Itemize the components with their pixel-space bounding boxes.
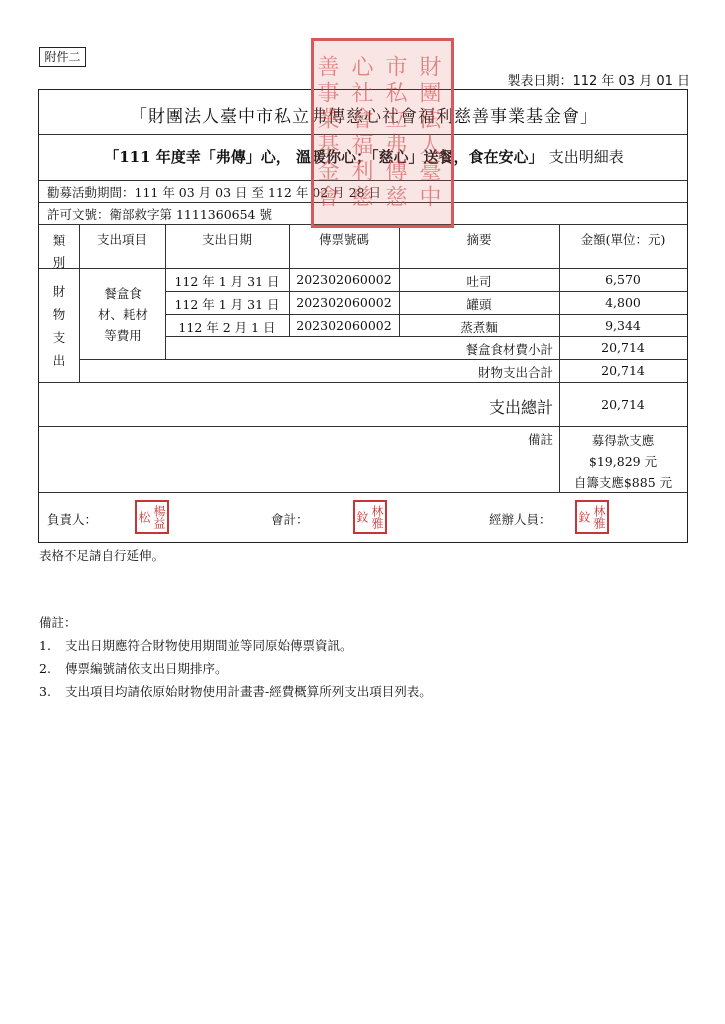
row-voucher: 202302060002 <box>296 272 392 287</box>
grand-total-amount: 20,714 <box>601 397 645 412</box>
row-summary: 罐頭 <box>466 297 492 312</box>
remarks-line-1: 募得款支應 <box>591 433 655 448</box>
row-date: 112 年 1 月 31 日 <box>174 297 280 312</box>
row-amount: 6,570 <box>605 272 641 287</box>
notes-title: 備註： <box>39 615 77 630</box>
subtotal-amount: 20,714 <box>601 340 645 355</box>
accountant-signature-label: 會計： <box>271 512 309 527</box>
made-date: 製表日期：112 年 03 月 01 日 <box>507 74 690 89</box>
note-item: 3. 支出項目均請依原始財物使用計畫書-經費概算所列支出項目列表。 <box>39 684 432 699</box>
row-summary: 吐司 <box>466 274 492 289</box>
head-seal: 楊益松 <box>135 500 169 534</box>
note-item: 2. 傳票編號請依支出日期排序。 <box>39 661 228 676</box>
header-item: 支出項目 <box>96 232 147 247</box>
row-amount: 4,800 <box>605 295 641 310</box>
remarks-label: 備註 <box>527 432 553 447</box>
row-voucher: 202302060002 <box>296 295 392 310</box>
row-voucher: 202302060002 <box>296 318 392 333</box>
org-title: 「財團法人臺中市私立弗傳慈心社會福利慈善事業基金會」 <box>130 107 598 127</box>
extend-note: 表格不足請自行延伸。 <box>39 548 165 563</box>
row-amount: 9,344 <box>605 318 641 333</box>
note-item: 1. 支出日期應符合財物使用期間並等同原始傳票資訊。 <box>39 638 353 653</box>
head-signature-label: 負責人： <box>47 512 98 527</box>
handler-seal: 林雅鈫 <box>575 500 609 534</box>
header-date: 支出日期 <box>201 232 252 247</box>
header-summary: 摘要 <box>466 232 492 247</box>
header-amount: 金額(單位：元) <box>580 232 666 247</box>
item-cell: 餐盒食材、耗材等費用 <box>97 286 148 343</box>
campaign-period: 勸募活動期間：111 年 03 月 03 日 至 112 年 02 月 28 日 <box>47 185 382 200</box>
remarks-line-3: 自籌支應$885 元 <box>573 475 673 490</box>
grand-total-label: 支出總計 <box>488 398 553 417</box>
row-date: 112 年 1 月 31 日 <box>174 274 280 289</box>
subtotal-label: 餐盒食材費小計 <box>465 342 553 357</box>
remarks-line-2: $19,829 元 <box>588 454 658 469</box>
organization-seal: 財團法人臺中市私立弗傳慈心社會福利慈善事業基金會 <box>311 38 454 228</box>
row-date: 112 年 2 月 1 日 <box>178 320 276 335</box>
category-total-amount: 20,714 <box>601 363 645 378</box>
attachment-label: 附件二 <box>39 47 86 67</box>
category-total-label: 財物支出合計 <box>477 365 553 380</box>
project-title: 「111 年度幸「弗傳」心， 溫暖你心；「慈心」送餐，食在安心」 支出明細表 <box>104 148 624 166</box>
permit-number: 許可文號：衛部救字第 1111360654 號 <box>47 207 272 222</box>
row-summary: 蒸煮麵 <box>460 320 498 335</box>
header-category: 類別 <box>52 233 66 270</box>
category-cell: 財物支出 <box>52 284 66 368</box>
accountant-seal: 林雅鈫 <box>353 500 387 534</box>
handler-signature-label: 經辦人員： <box>489 512 552 527</box>
header-voucher: 傳票號碼 <box>318 232 369 247</box>
